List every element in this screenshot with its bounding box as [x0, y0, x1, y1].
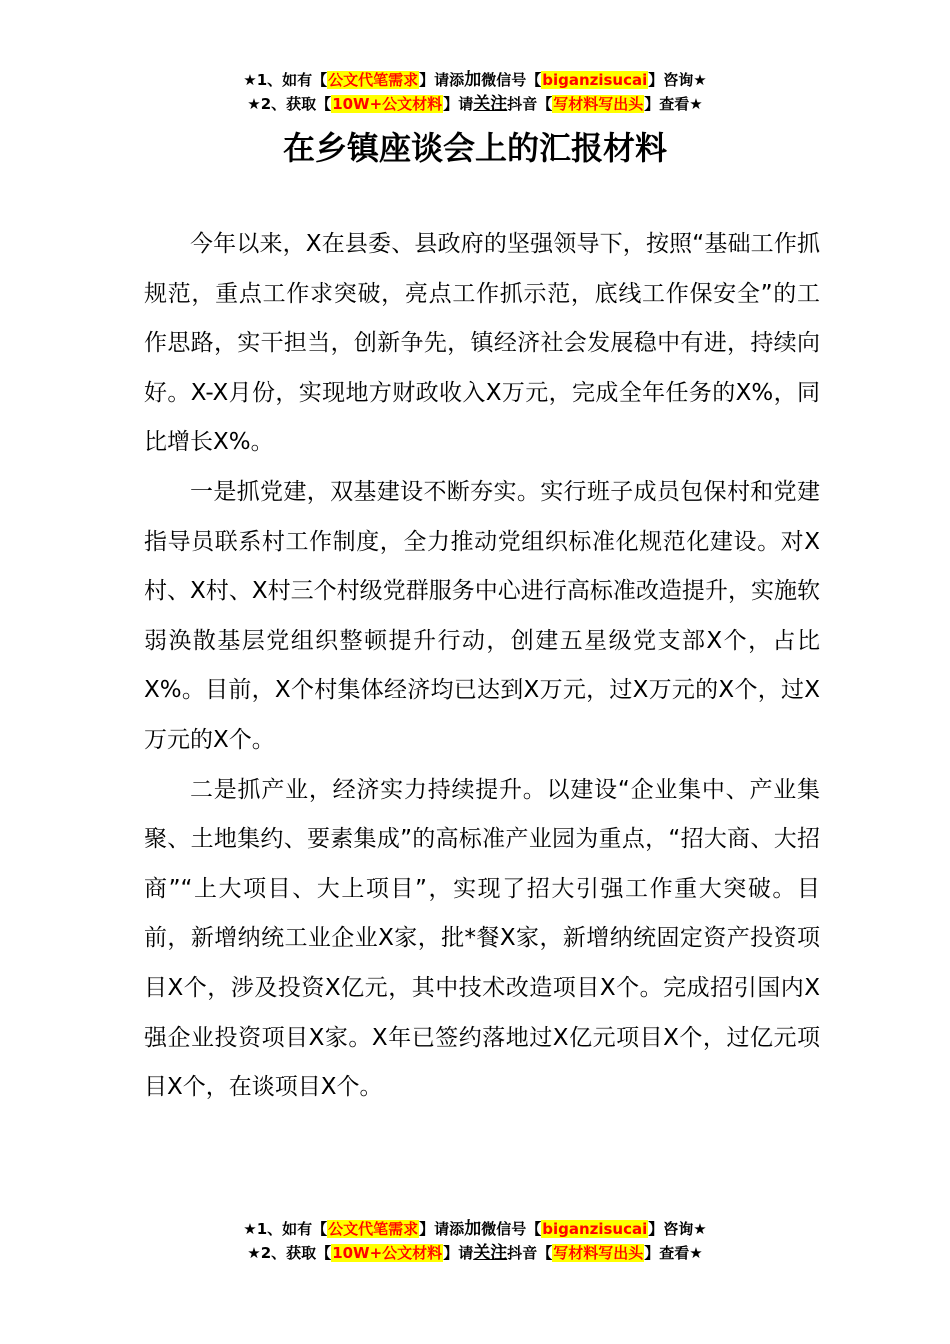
- promo-text: ★2、获取【: [247, 1244, 332, 1262]
- promo-text: 抖音【: [507, 1244, 553, 1262]
- promo-text: 微信号【: [481, 71, 542, 89]
- promo-highlight: 公文代笔需求: [328, 71, 419, 89]
- promo-text: 】咨询★: [648, 71, 707, 89]
- paragraph-industry: 二是抓产业，经济实力持续提升。以建设“企业集中、产业集聚、土地集约、要素集成”的高标准产业园为重点，“招大商、大招商”“上大项目、大上项目”，实现了招大引强工作重大突破。目前，新增纳统工业企业X家，批*餐X家，新增纳统固定资产投资项目X个，涉及投资X亿元，其中技术改造项目X个。完成招引国内X强企业投资项目X家。X年已签约落地过X亿元项目X个，过亿元项目X个，在谈项目X个。: [144, 776, 820, 1101]
- promo-wechat-id: biganzisucai: [542, 71, 648, 89]
- promo-text: 抖音【: [507, 95, 553, 113]
- promo-text: 关注: [473, 94, 508, 114]
- promo-douyin-id: 写材料写出头: [553, 1244, 644, 1262]
- promo-text: 关注: [473, 1243, 508, 1263]
- paragraph-intro: 今年以来，X在县委、县政府的坚强领导下，按照“基础工作抓规范，重点工作求突破，亮点工作抓示范，底线工作保安全”的工作思路，实干担当，创新争先，镇经济社会发展稳中有进，持续向好。X-X月份，实现地方财政收入X万元，完成全年任务的X%，同比增长X%。: [144, 231, 820, 456]
- promo-line-2: [0, 1241, 950, 1265]
- header-promo-banner: [0, 68, 950, 116]
- paragraph-party-building: 一是抓党建，双基建设不断夯实。实行班子成员包保村和党建指导员联系村工作制度，全力推动党组织标准化规范化建设。对X村、X村、X村三个村级党群服务中心进行高标准改造提升，实施软弱涣散基层党组织整顿提升行动，创建五星级党支部X个，占比X%。目前，X个村集体经济均已达到X万元，过X万元的X个，过X万元的X个。: [144, 478, 820, 753]
- promo-line-1: [0, 1217, 950, 1241]
- promo-text: 】查看★: [644, 1244, 703, 1262]
- promo-douyin-id: 写材料写出头: [553, 95, 644, 113]
- footer-promo-banner: [0, 1217, 950, 1265]
- promo-wechat-id: biganzisucai: [542, 1220, 648, 1238]
- promo-text: 】请: [443, 1244, 474, 1262]
- promo-line-1: [0, 68, 950, 92]
- promo-text: ★1、如有【: [243, 1220, 328, 1238]
- document-body: [144, 220, 820, 1113]
- promo-text: 】查看★: [644, 95, 703, 113]
- promo-text: 加: [464, 1219, 482, 1239]
- promo-text: ★1、如有【: [243, 71, 328, 89]
- promo-text: 】请: [443, 95, 474, 113]
- promo-text: 】请添: [419, 1220, 465, 1238]
- promo-highlight: 10W+公文材料: [332, 1244, 443, 1262]
- document-title: 在乡镇座谈会上的汇报材料: [282, 129, 667, 167]
- promo-text: 】咨询★: [648, 1220, 707, 1238]
- promo-text: 加: [464, 70, 482, 90]
- promo-text: 】请添: [419, 71, 465, 89]
- promo-text: 微信号【: [481, 1220, 542, 1238]
- promo-highlight: 公文代笔需求: [328, 1220, 419, 1238]
- promo-highlight: 10W+公文材料: [332, 95, 443, 113]
- promo-text: ★2、获取【: [247, 95, 332, 113]
- promo-line-2: [0, 92, 950, 116]
